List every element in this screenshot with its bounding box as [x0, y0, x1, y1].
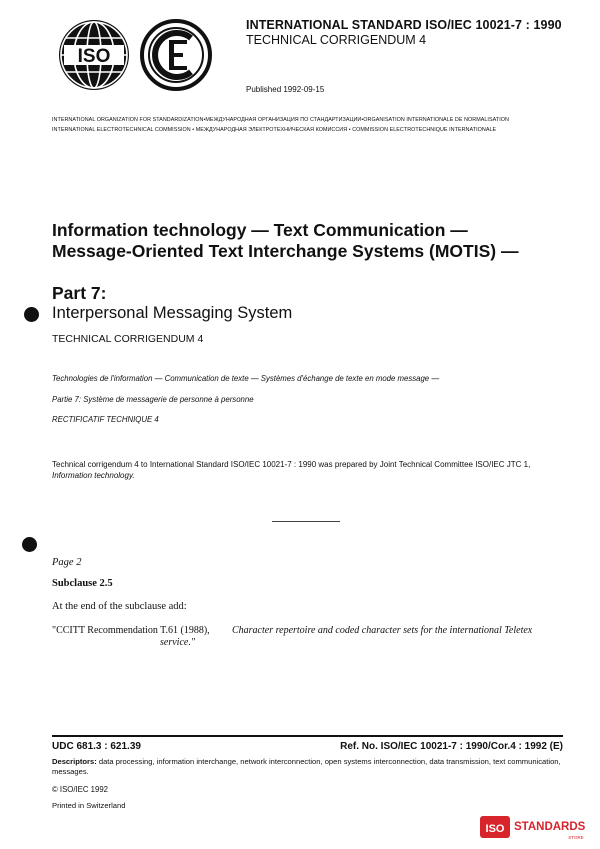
watermark-brand: STANDARDS: [514, 821, 586, 833]
iso-logo-text: ISO: [77, 46, 111, 67]
intro-italic: Information technology.: [52, 471, 135, 480]
french-title: Technologies de l'information — Communication de texte — Systèmes d'échange de texte en mode message —: [52, 374, 440, 383]
technical-corrigendum-label: TECHNICAL CORRIGENDUM 4: [52, 333, 204, 345]
standards-store-watermark: [480, 812, 593, 842]
subclause-heading: Subclause 2.5: [52, 578, 113, 589]
printed-in: Printed in Switzerland: [52, 801, 126, 810]
corrigendum-header: TECHNICAL CORRIGENDUM 4: [246, 33, 427, 47]
iec-logo: [139, 18, 213, 92]
margin-bullet-2: [22, 537, 37, 552]
intro-paragraph: [52, 459, 562, 481]
udc-number: UDC 681.3 : 621.39: [52, 741, 141, 752]
quote-italic: Character repertoire and coded character sets for the international Teletex: [232, 625, 533, 636]
descriptors: [52, 757, 563, 777]
quote-end: service.": [160, 637, 196, 648]
published-date: Published 1992-09-15: [246, 85, 325, 94]
iso-logo: [57, 18, 131, 92]
intro-text: Technical corrigendum 4 to International Standard ISO/IEC 10021-7 : 1990 was prepared by Joint Technical Committee ISO/IEC JTC 1,: [52, 460, 531, 469]
watermark-iso-badge: ISO: [485, 823, 505, 835]
descriptors-text: data processing, information interchange, network interconnection, open systems interconnection, data transmission, text communication, messages.: [52, 757, 561, 776]
title-line-1: Information technology — Text Communication —: [52, 220, 468, 240]
page-reference: Page 2: [52, 557, 82, 568]
standard-number: INTERNATIONAL STANDARD ISO/IEC 10021-7 : 1990: [246, 18, 562, 32]
quote-start: "CCITT Recommendation T.61 (1988),: [52, 625, 210, 636]
margin-bullet: [24, 307, 39, 322]
instruction-text: At the end of the subclause add:: [52, 601, 187, 612]
part-number: Part 7:: [52, 283, 107, 303]
org-line-iec: INTERNATIONAL ELECTROTECHNICAL COMMISSION • МЕЖДУНАРОДНАЯ ЭЛЕКТРОТЕХНИЧЕСКАЯ КОМИССИЯ • COMMISSION ELECTROTECHNIQUE INTERNATIONALE: [52, 127, 497, 133]
document-title: [52, 220, 518, 262]
separator-line: [272, 521, 340, 522]
part-title: Interpersonal Messaging System: [52, 304, 293, 322]
french-part: Partie 7: Système de messagerie de personne à personne: [52, 395, 254, 404]
watermark-store: STORE: [568, 835, 584, 840]
org-line-iso: INTERNATIONAL ORGANIZATION FOR STANDARDIZATION•МЕЖДУНАРОДНАЯ ОРГАНИЗАЦИЯ ПО СТАНДАРТИЗАЦИИ•ORGANISATION INTERNATIONALE DE NORMALISATION: [52, 117, 509, 123]
french-rectificatif: RECTIFICATIF TECHNIQUE 4: [52, 415, 159, 424]
reference-number: Ref. No. ISO/IEC 10021-7 : 1990/Cor.4 : 1992 (E): [340, 741, 563, 752]
copyright: © ISO/IEC 1992: [52, 785, 109, 794]
descriptors-label: Descriptors:: [52, 757, 97, 766]
footer-rule: [52, 735, 563, 737]
title-line-2: Message-Oriented Text Interchange Systems (MOTIS) —: [52, 241, 519, 261]
